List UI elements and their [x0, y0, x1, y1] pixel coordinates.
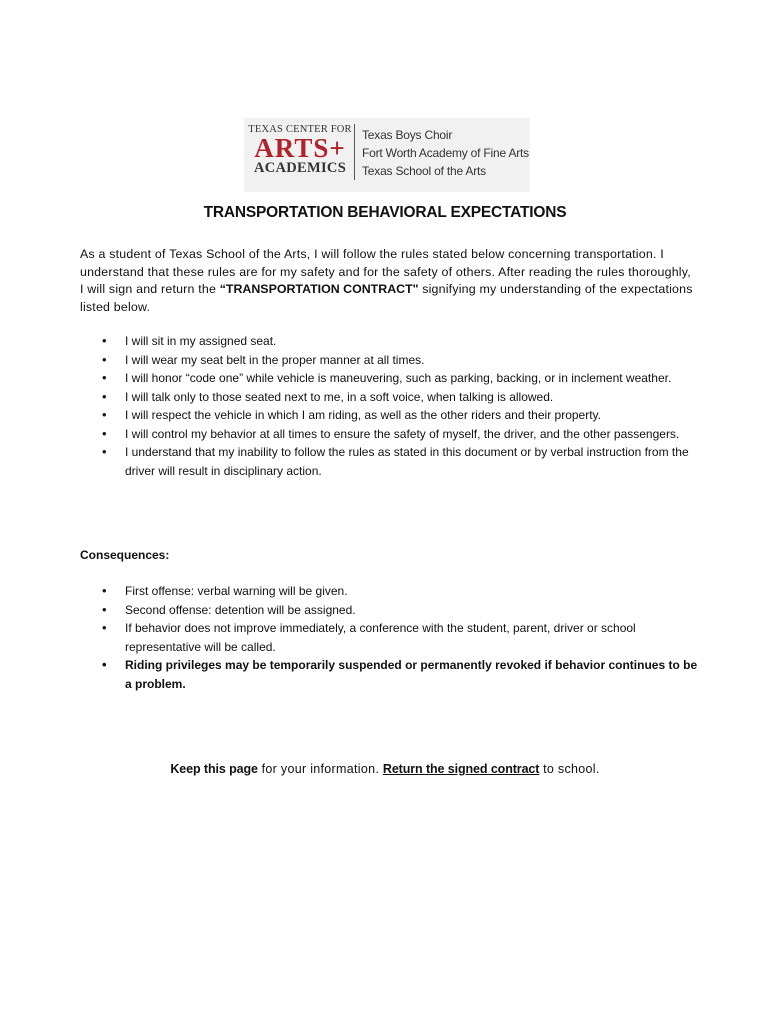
page-title: TRANSPORTATION BEHAVIORAL EXPECTATIONS [203, 204, 567, 221]
logo-program: Fort Worth Academy of Fine Arts [362, 146, 529, 160]
rules-list [80, 332, 700, 480]
footer-note: Keep this page for your information. Return the signed contract to school. [170, 762, 600, 776]
return-contract-text: Return the signed contract [382, 762, 540, 776]
list-item: • I will sit in my assigned seat. [80, 332, 700, 351]
list-item: • I understand that my inability to follow the rules as stated in this document or by verbal instruction from the driver will result in disciplinary action. [80, 443, 700, 480]
logo-programs [362, 126, 529, 180]
list-item: • I will honor “code one” while vehicle is maneuvering, such as parking, backing, or in inclement weather. [80, 369, 700, 388]
list-item: • I will talk only to those seated next to me, in a soft voice, when talking is allowed. [80, 388, 700, 407]
list-item: • I will control my behavior at all times to ensure the safety of myself, the driver, and the other passengers. [80, 425, 700, 444]
consequences-heading: Consequences: [80, 548, 170, 562]
logo-program: Texas Boys Choir [362, 128, 453, 142]
list-item: • Riding privileges may be temporarily suspended or permanently revoked if behavior continues to be a problem. [80, 656, 700, 693]
logo-program: Texas School of the Arts [362, 164, 486, 178]
logo-divider [354, 124, 355, 180]
list-item: • Second offense: detention will be assigned. [80, 601, 700, 620]
contract-name: “TRANSPORTATION CONTRACT" [219, 282, 419, 296]
list-item: • I will wear my seat belt in the proper manner at all times. [80, 351, 700, 370]
logo-top-line: TEXAS CENTER FOR [248, 124, 352, 135]
logo-arts: ARTS+ [254, 133, 346, 163]
consequences-list [80, 582, 700, 693]
school-logo [244, 118, 530, 192]
list-item: • I will respect the vehicle in which I am riding, as well as the other riders and their property. [80, 406, 700, 425]
logo-wordmark [248, 124, 352, 175]
logo-academics: ACADEMICS [253, 160, 347, 176]
intro-paragraph: As a student of Texas School of the Arts, I will follow the rules stated below concerning transportation. I understand that these rules are for my safety and for the safety of others. After reading the rules thoroughly, I will sign and return the “TRANSPORTATION CONTRACT" signifying my understanding of the expectations listed below. [80, 247, 693, 314]
list-item: • First offense: verbal warning will be given. [80, 582, 700, 601]
list-item: • If behavior does not improve immediately, a conference with the student, parent, driver or school representative will be called. [80, 619, 700, 656]
